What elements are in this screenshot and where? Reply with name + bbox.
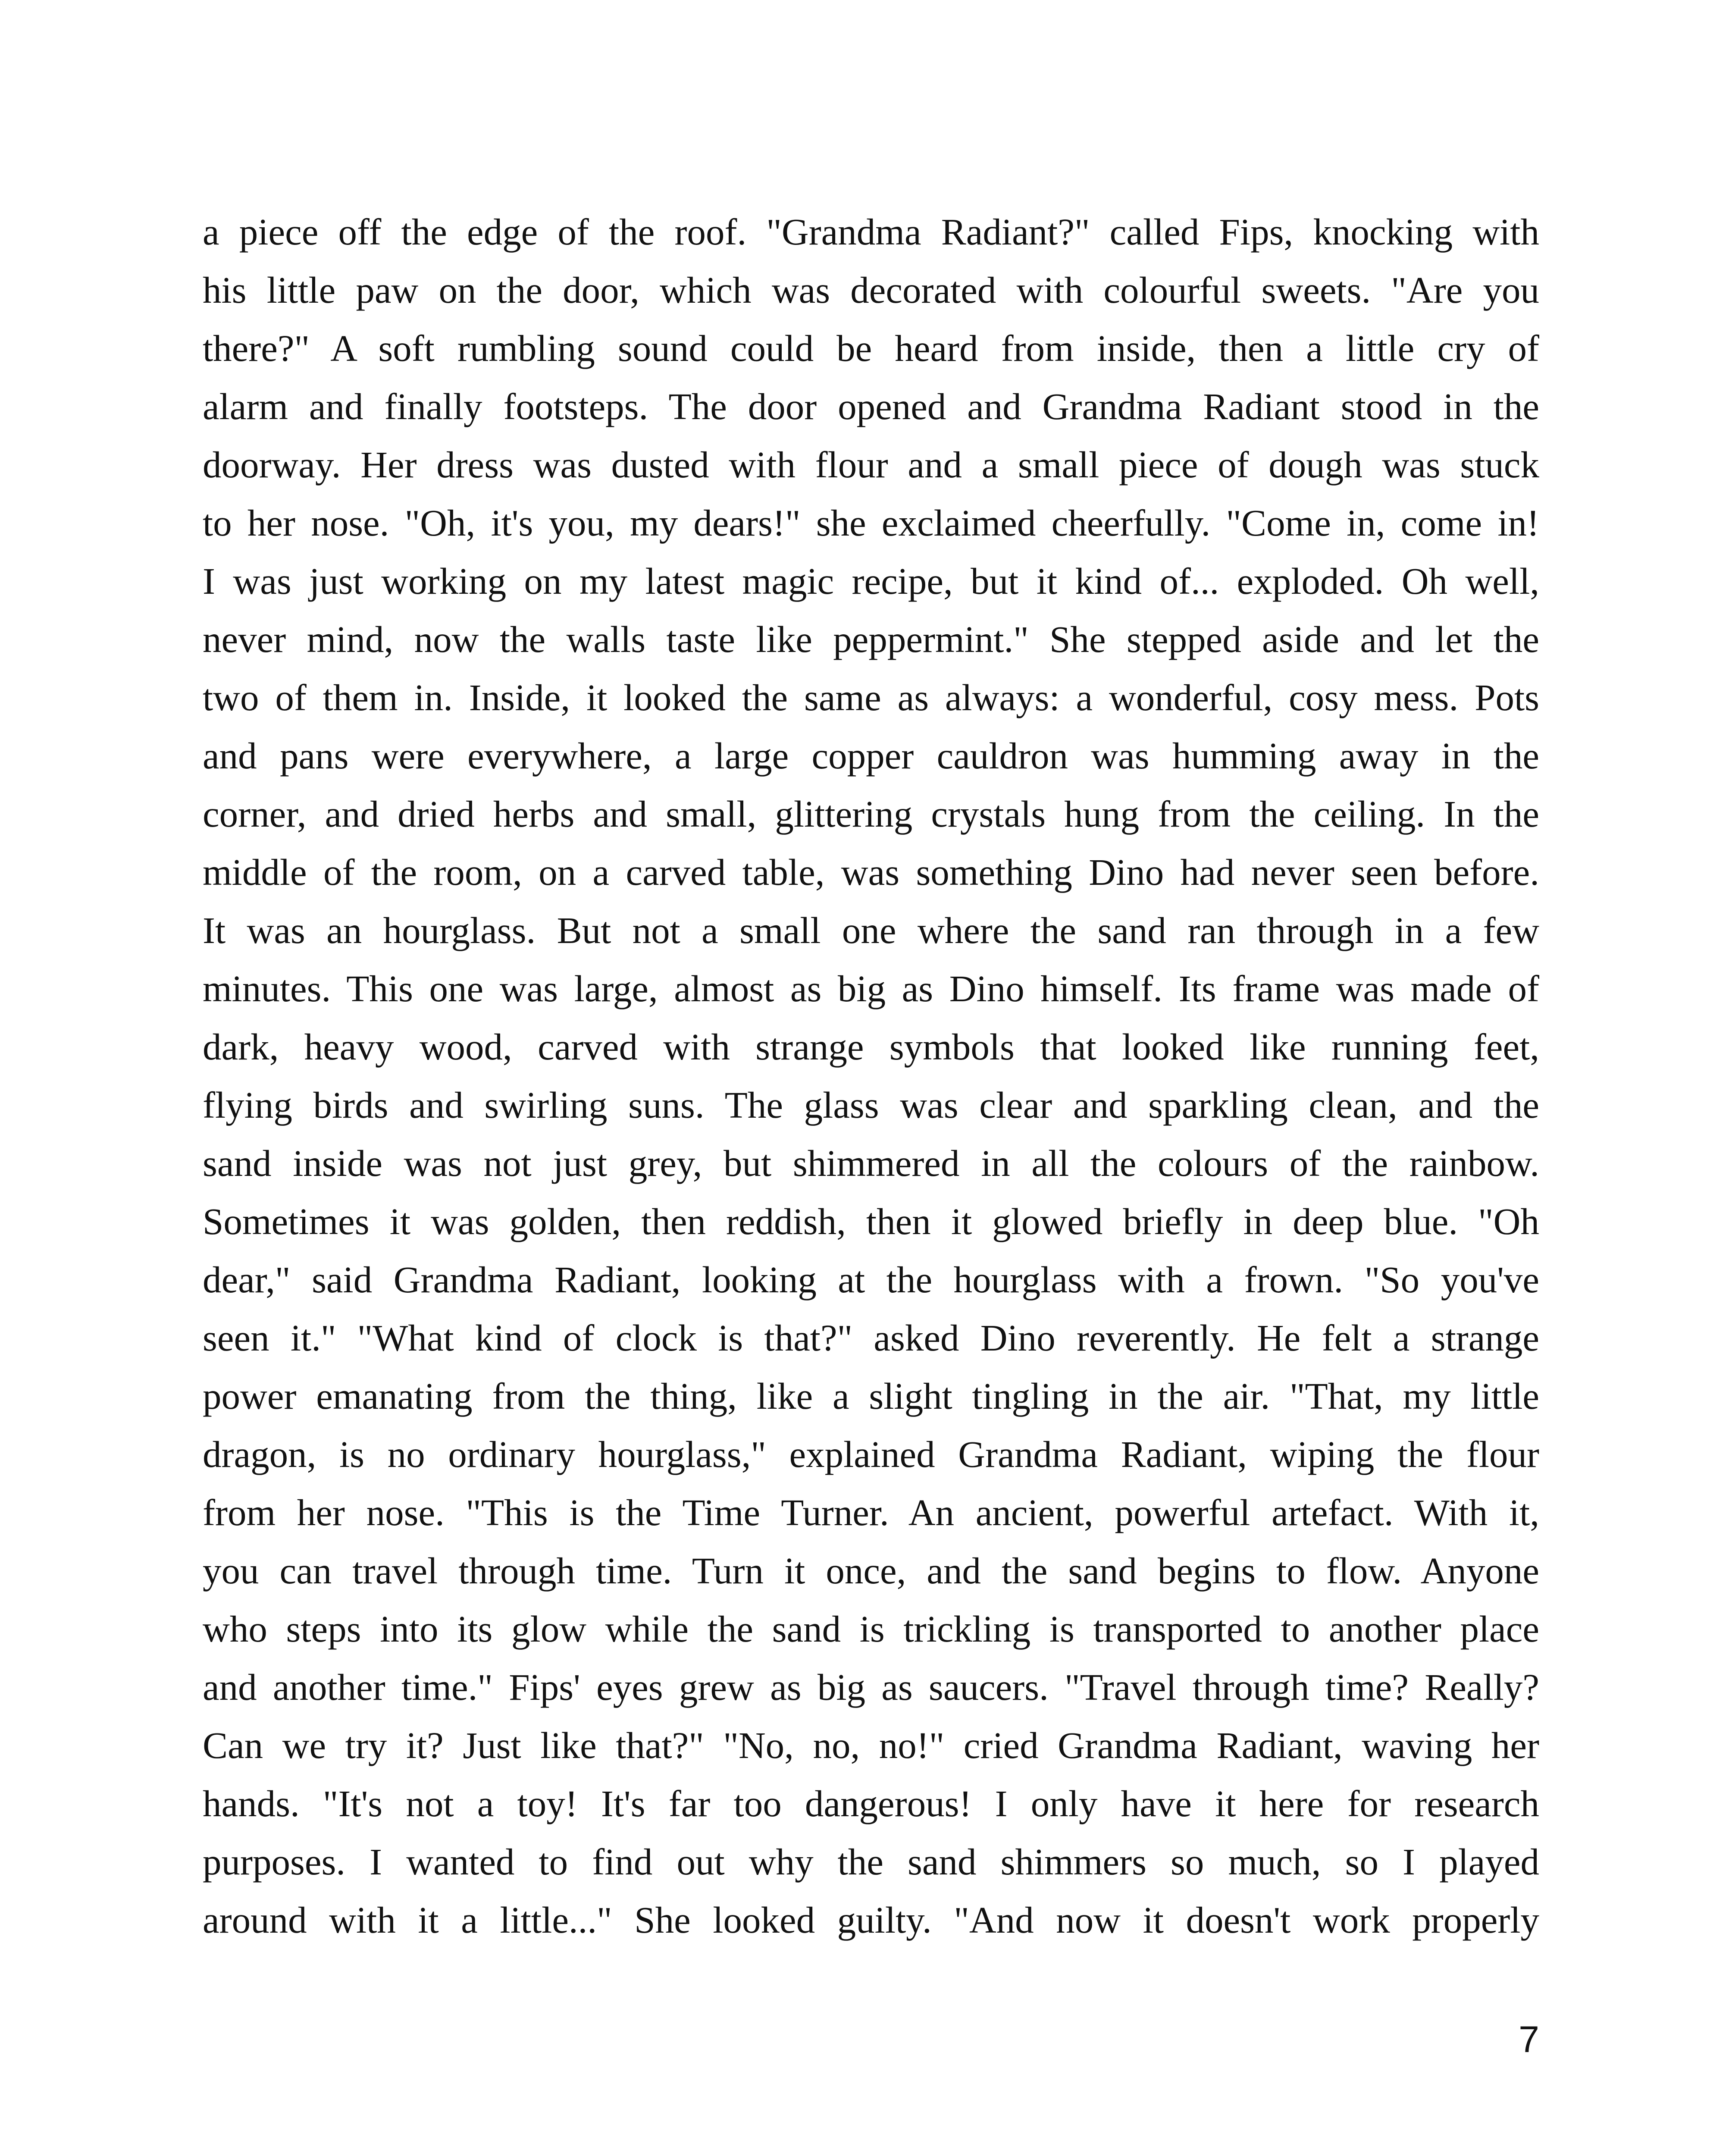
text-line: minutes. This one was large, almost as big as Dino himself. Its frame was made of bbox=[203, 968, 1539, 1009]
text-line: who steps into its glow while the sand is trickling is transported to another place bbox=[203, 1608, 1539, 1650]
body-text bbox=[203, 203, 1539, 1949]
text-line: a piece off the edge of the roof. "Grandma Radiant?" called Fips, knocking with bbox=[203, 211, 1539, 253]
text-line: sand inside was not just grey, but shimmered in all the colours of the rainbow. bbox=[203, 1142, 1539, 1184]
text-line: two of them in. Inside, it looked the same as always: a wonderful, cosy mess. Pots bbox=[203, 677, 1539, 718]
text-line: there?" A soft rumbling sound could be heard from inside, then a little cry of bbox=[203, 327, 1539, 369]
text-line: corner, and dried herbs and small, glittering crystals hung from the ceiling. In the bbox=[203, 793, 1539, 835]
text-line: power emanating from the thing, like a slight tingling in the air. "That, my little bbox=[203, 1375, 1539, 1417]
text-line: you can travel through time. Turn it once, and the sand begins to flow. Anyone bbox=[203, 1550, 1539, 1592]
text-line: Sometimes it was golden, then reddish, then it glowed briefly in deep blue. "Oh bbox=[203, 1200, 1539, 1242]
text-line: and another time." Fips' eyes grew as big as saucers. "Travel through time? Really? bbox=[203, 1666, 1539, 1708]
text-line: middle of the room, on a carved table, was something Dino had never seen before. bbox=[203, 851, 1539, 893]
text-line: purposes. I wanted to find out why the sand shimmers so much, so I played bbox=[203, 1841, 1539, 1883]
text-line: dear," said Grandma Radiant, looking at the hourglass with a frown. "So you've bbox=[203, 1259, 1539, 1300]
text-line: hands. "It's not a toy! It's far too dangerous! I only have it here for research bbox=[203, 1783, 1539, 1824]
text-line: never mind, now the walls taste like peppermint." She stepped aside and let the bbox=[203, 618, 1539, 660]
text-line: alarm and finally footsteps. The door opened and Grandma Radiant stood in the bbox=[203, 385, 1539, 427]
text-line: seen it." "What kind of clock is that?" asked Dino reverently. He felt a strange bbox=[203, 1317, 1539, 1359]
text-line: flying birds and swirling suns. The glass was clear and sparkling clean, and the bbox=[203, 1084, 1539, 1126]
text-line: dragon, is no ordinary hourglass," explained Grandma Radiant, wiping the flour bbox=[203, 1433, 1539, 1475]
text-line: dark, heavy wood, carved with strange symbols that looked like running feet, bbox=[203, 1026, 1539, 1068]
page-number: 7 bbox=[1519, 2019, 1539, 2060]
text-line: around with it a little..." She looked guilty. "And now it doesn't work properly bbox=[203, 1899, 1539, 1941]
text-line: his little paw on the door, which was decorated with colourful sweets. "Are you bbox=[203, 269, 1539, 311]
text-line: and pans were everywhere, a large copper cauldron was humming away in the bbox=[203, 735, 1539, 777]
text-line: doorway. Her dress was dusted with flour and a small piece of dough was stuck bbox=[203, 444, 1539, 486]
text-line: I was just working on my latest magic recipe, but it kind of... exploded. Oh well, bbox=[203, 560, 1539, 602]
text-line: to her nose. "Oh, it's you, my dears!" she exclaimed cheerfully. "Come in, come in! bbox=[203, 502, 1539, 544]
text-line: from her nose. "This is the Time Turner. An ancient, powerful artefact. With it, bbox=[203, 1492, 1539, 1533]
text-line: It was an hourglass. But not a small one where the sand ran through in a few bbox=[203, 909, 1539, 951]
text-line: Can we try it? Just like that?" "No, no, no!" cried Grandma Radiant, waving her bbox=[203, 1724, 1539, 1766]
